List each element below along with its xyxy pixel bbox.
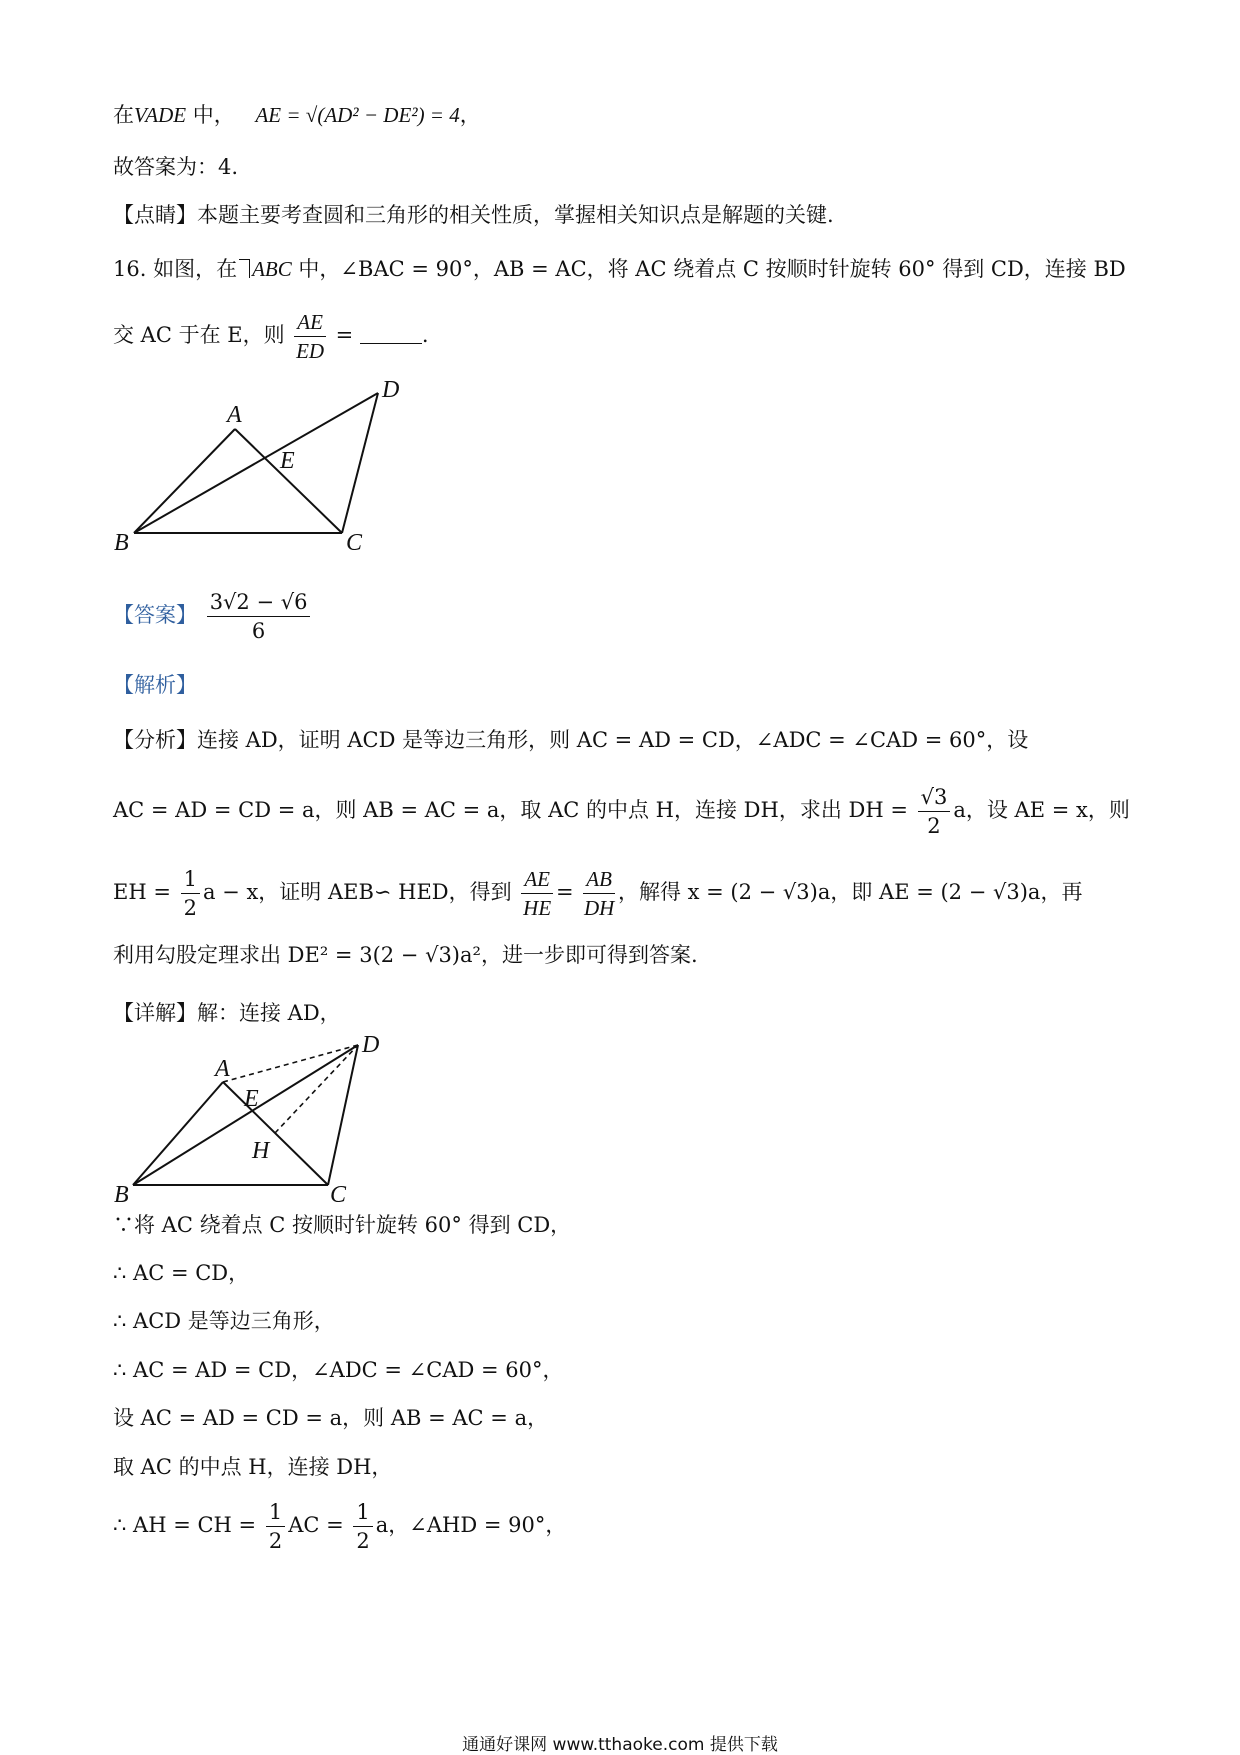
detail-label: 【详解】解：连接 AD， [113, 1001, 341, 1025]
point-label-c: C [330, 1182, 347, 1205]
text: ，解得 x = (2 − √3)a，即 AE = (2 − √3)a，再 [617, 880, 1083, 904]
segment-ab [133, 1082, 223, 1185]
jiexi-label: 【解析】 [113, 673, 197, 697]
fraction-half [181, 865, 200, 922]
figure-2-triangle [110, 1030, 410, 1205]
denominator: DH [583, 896, 615, 920]
triangle-label: VADE [134, 103, 187, 127]
step-5: 设 AC = AD = CD = a，则 AB = AC = a， [113, 1406, 549, 1430]
segment-bd [133, 1045, 358, 1185]
text: a，设 AE = x，则 [953, 798, 1130, 822]
step-6: 取 AC 的中点 H，连接 DH， [113, 1455, 393, 1479]
denominator: 6 [251, 619, 266, 643]
point-label-d: D [362, 1032, 380, 1058]
numerator: 1 [266, 1498, 285, 1527]
numerator: AB [583, 865, 615, 894]
analysis-line3 [113, 862, 1082, 922]
segment-ad-dashed [223, 1045, 358, 1082]
page-footer: 通通好课网 www.tthaoke.com 提供下载 [462, 1735, 778, 1755]
analysis-line1: 【分析】连接 AD，证明 ACD 是等边三角形，则 AC = AD = CD，∠ADC = ∠CAD = 60°，设 [113, 728, 1029, 752]
triangle-symbol-icon [239, 259, 250, 278]
denominator: 2 [183, 896, 197, 920]
point-label-h: H [252, 1138, 270, 1164]
denominator: ED [296, 339, 325, 363]
segment-ab [134, 429, 235, 533]
denominator: 2 [356, 1529, 370, 1553]
text: 中， [186, 103, 235, 127]
fraction-ab-dh [583, 865, 615, 922]
fraction-ae-ed [294, 308, 326, 365]
formula: AE = √(AD² − DE²) = 4 [255, 103, 460, 127]
triangle-label: ABC [252, 257, 292, 281]
text-line-answer-prev: 故答案为：4. [113, 155, 239, 179]
text: = [328, 323, 360, 347]
text: a，∠AHD = 90°， [375, 1513, 567, 1537]
point-label-c: C [346, 530, 363, 556]
step-7 [113, 1495, 566, 1555]
answer-label: 【答案】 [113, 603, 197, 627]
text: 在 [113, 103, 134, 127]
numerator: AE [294, 308, 326, 337]
step-1: ∵将 AC 绕着点 C 按顺时针旋转 60° 得到 CD， [113, 1213, 572, 1237]
analysis-line2 [113, 780, 1130, 840]
point-label-e: E [244, 1086, 259, 1112]
question-16-line2 [113, 305, 429, 365]
text: = [556, 880, 574, 904]
fraction-half [266, 1498, 285, 1555]
dianjing-note: 【点睛】本题主要考查圆和三角形的相关性质，掌握相关知识点是解题的关键. [113, 203, 834, 227]
point-label-a: A [227, 402, 242, 428]
fraction-half [353, 1498, 372, 1555]
denominator: 2 [927, 814, 941, 838]
answer-line [113, 585, 313, 645]
analysis-line4: 利用勾股定理求出 DE² = 3(2 − √3)a²，进一步即可得到答案. [113, 943, 698, 967]
point-label-a: A [215, 1056, 230, 1082]
step-2: ∴ AC = CD， [113, 1261, 250, 1285]
text: ， [459, 103, 481, 127]
text: AC = [288, 1513, 344, 1537]
question-16-line1 [113, 254, 1126, 284]
point-label-b: B [114, 530, 129, 556]
text: 中，∠BAC = 90°，AB = AC，将 AC 绕着点 C 按顺时针旋转 60° 得到 CD，连接 BD [291, 257, 1126, 281]
text: . [421, 323, 429, 347]
numerator: AE [521, 865, 553, 894]
text: ∴ AH = CH = [113, 1513, 257, 1537]
point-label-e: E [280, 448, 295, 474]
step-4: ∴ AC = AD = CD，∠ADC = ∠CAD = 60°， [113, 1358, 564, 1382]
numerator: 3√2 − √6 [207, 588, 311, 617]
text-line-1 [113, 100, 481, 130]
text: 交 AC 于在 E，则 [113, 323, 285, 347]
numerator: 1 [353, 1498, 372, 1527]
figure-1-triangle [110, 375, 430, 560]
point-label-b: B [114, 1182, 129, 1205]
question-number: 16. 如图，在 [113, 257, 238, 281]
text: AC = AD = CD = a，则 AB = AC = a，取 AC 的中点 H，连接 DH，求出 DH = [113, 798, 908, 822]
denominator: HE [523, 896, 552, 920]
point-label-d: D [382, 377, 400, 403]
denominator: 2 [268, 1529, 283, 1553]
step-3: ∴ ACD 是等边三角形， [113, 1309, 335, 1333]
fraction-ae-he [521, 865, 553, 922]
numerator: 1 [181, 865, 200, 894]
fraction-root3-over-2 [918, 783, 951, 840]
text: EH = [113, 880, 171, 904]
segment-cd [342, 393, 378, 533]
text: a − x，证明 AEB∽ HED，得到 [202, 880, 512, 904]
segment-bd [134, 393, 378, 533]
answer-fraction [207, 588, 311, 645]
segment-cd [328, 1045, 358, 1185]
numerator: √3 [918, 783, 951, 812]
answer-blank [360, 323, 422, 344]
